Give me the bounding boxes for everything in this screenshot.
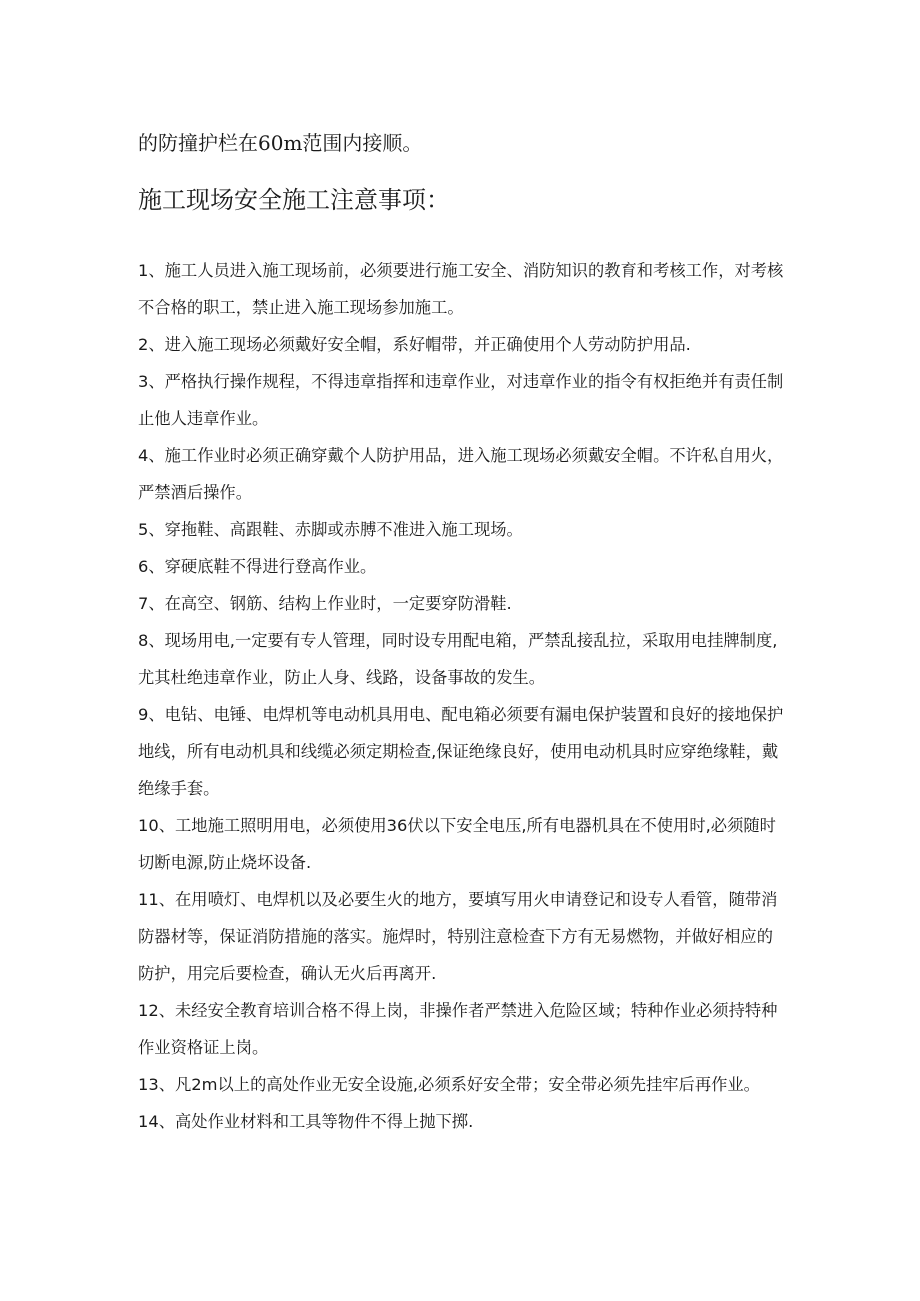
intro-line: 的防撞护栏在60m范围内接顺。 — [138, 131, 423, 155]
item-text: 、工地施工照明用电，必须使用36伏以下安全电压,所有电器机具在不使用时,必须随时切断电源,防止烧坏设备. — [138, 816, 776, 872]
list-item — [138, 326, 788, 363]
item-number: 10 — [138, 816, 159, 835]
item-text: 、未经安全教育培训合格不得上岗，非操作者严禁进入危险区域；特种作业必须持特种作业资格证上岗。 — [138, 1001, 778, 1057]
item-text: 、现场用电,一定要有专人管理，同时设专用配电箱，严禁乱接乱拉，采取用电挂牌制度,尤其杜绝违章作业，防止人身、线路，设备事故的发生。 — [138, 631, 778, 687]
list-item — [138, 622, 788, 696]
item-number: 4 — [138, 446, 149, 465]
list-item — [138, 252, 788, 326]
item-text: 、凡2m以上的高处作业无安全设施,必须系好安全带；安全带必须先挂牢后再作业。 — [158, 1075, 760, 1094]
safety-items-list — [138, 252, 788, 1140]
item-number: 8 — [138, 631, 149, 650]
list-item — [138, 548, 788, 585]
item-text: 、电钻、电锤、电焊机等电动机具用电、配电箱必须要有漏电保护装置和良好的接地保护地线，所有电动机具和线缆必须定期检查,保证绝缘良好，使用电动机具时应穿绝缘鞋，戴绝缘手套。 — [138, 705, 784, 798]
section-title: 施工现场安全施工注意事项： — [138, 186, 450, 214]
item-number: 14 — [138, 1112, 159, 1131]
list-item — [138, 511, 788, 548]
item-text: 、在高空、钢筋、结构上作业时，一定要穿防滑鞋. — [148, 594, 512, 613]
item-number: 2 — [138, 335, 149, 354]
item-text: 、施工作业时必须正确穿戴个人防护用品，进入施工现场必须戴安全帽。不许私自用火，严禁酒后操作。 — [138, 446, 784, 502]
list-item — [138, 585, 788, 622]
list-item — [138, 881, 788, 992]
item-number: 3 — [138, 372, 149, 391]
list-item — [138, 992, 788, 1066]
item-text: 、在用喷灯、电焊机以及必要生火的地方，要填写用火申请登记和设专人看管，随带消防器材等，保证消防措施的落实。施焊时，特别注意检查下方有无易燃物，并做好相应的防护，用完后要检查，确认无火后再离开. — [138, 890, 778, 983]
item-text: 、严格执行操作规程，不得违章指挥和违章作业，对违章作业的指令有权拒绝并有责任制止他人违章作业。 — [138, 372, 784, 428]
item-number: 12 — [138, 1001, 159, 1020]
item-text: 、高处作业材料和工具等物件不得上抛下掷. — [158, 1112, 474, 1131]
item-number: 11 — [138, 890, 159, 909]
list-item — [138, 1066, 788, 1103]
list-item — [138, 807, 788, 881]
item-text: 、施工人员进入施工现场前，必须要进行施工安全、消防知识的教育和考核工作，对考核不合格的职工，禁止进入施工现场参加施工。 — [138, 261, 784, 317]
item-number: 9 — [138, 705, 149, 724]
item-number: 7 — [138, 594, 149, 613]
item-text: 、穿硬底鞋不得进行登高作业。 — [148, 557, 377, 576]
list-item — [138, 437, 788, 511]
item-number: 1 — [138, 261, 149, 280]
list-item — [138, 696, 788, 807]
item-text: 、穿拖鞋、高跟鞋、赤脚或赤膊不准进入施工现场。 — [148, 520, 523, 539]
item-text: 、进入施工现场必须戴好安全帽，系好帽带，并正确使用个人劳动防护用品. — [148, 335, 691, 354]
list-item — [138, 363, 788, 437]
item-number: 6 — [138, 557, 149, 576]
list-item — [138, 1103, 788, 1140]
item-number: 13 — [138, 1075, 159, 1094]
item-number: 5 — [138, 520, 149, 539]
